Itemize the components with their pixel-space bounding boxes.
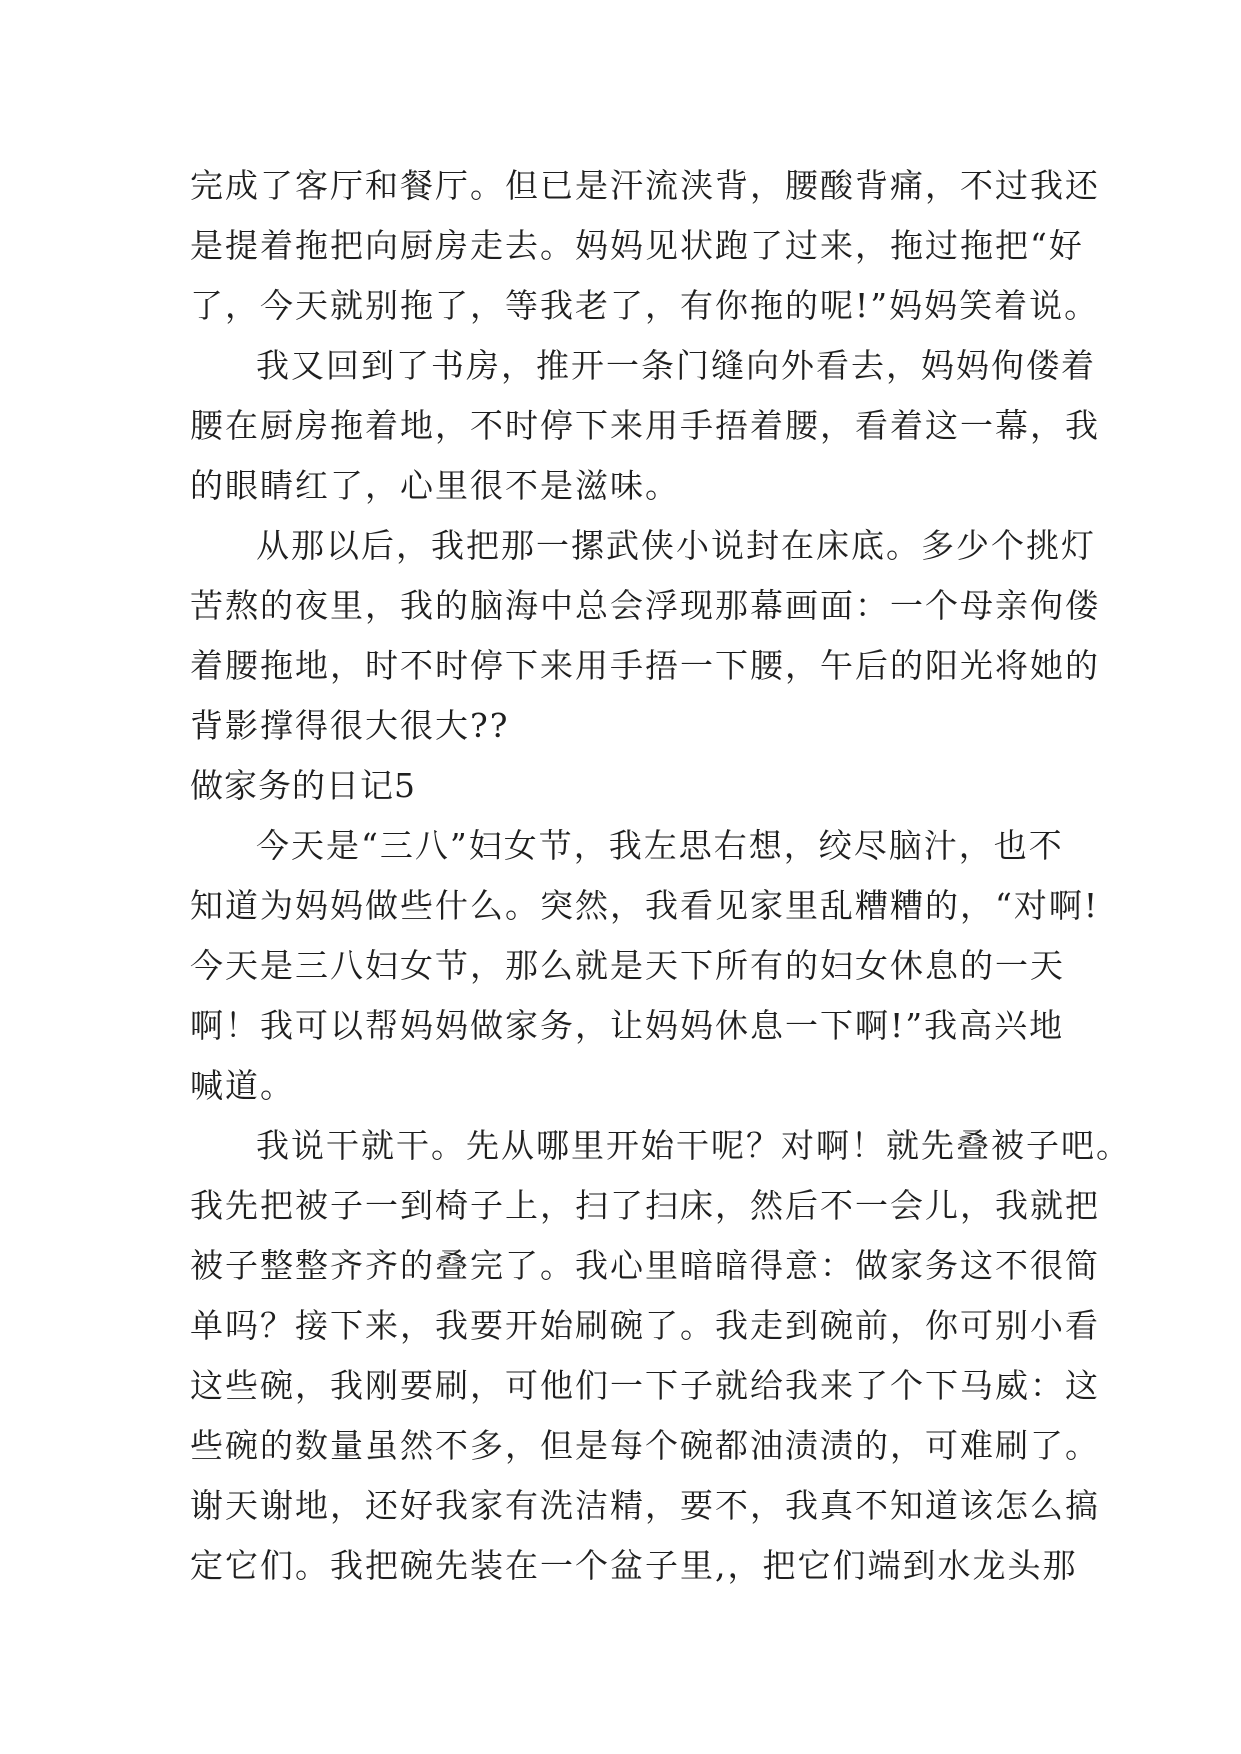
text-line: 谢天谢地，还好我家有洗洁精，要不，我真不知道该怎么搞 [190, 1486, 1100, 1525]
text-line: 着腰拖地，时不时停下来用手捂一下腰，午后的阳光将她的 [190, 646, 1100, 685]
text-line: 完成了客厅和餐厅。但已是汗流浃背，腰酸背痛，不过我还 [190, 166, 1100, 205]
text-line: 这些碗，我刚要刷，可他们一下子就给我来了个下马威：这 [190, 1366, 1100, 1405]
paragraph-start-line: 今天是“三八”妇女节，我左思右想，绞尽脑汁，也不 [256, 826, 1064, 865]
text-line: 是提着拖把向厨房走去。妈妈见状跑了过来，拖过拖把“好 [190, 226, 1084, 265]
paragraph-start-line: 从那以后，我把那一摞武侠小说封在床底。多少个挑灯 [256, 526, 1096, 565]
paragraph-start-line: 我又回到了书房，推开一条门缝向外看去，妈妈佝偻着 [256, 346, 1096, 385]
text-line: 背影撑得很大很大?? [190, 706, 510, 745]
paragraph-start-line: 我说干就干。先从哪里开始干呢？对啊！就先叠被子吧。 [256, 1126, 1131, 1165]
text-line: 些碗的数量虽然不多，但是每个碗都油渍渍的，可难刷了。 [190, 1426, 1100, 1465]
text-line: 腰在厨房拖着地，不时停下来用手捂着腰，看着这一幕，我 [190, 406, 1100, 445]
text-line: 啊！我可以帮妈妈做家务，让妈妈休息一下啊!”我高兴地 [190, 1006, 1065, 1045]
text-line: 了，今天就别拖了，等我老了，有你拖的呢!”妈妈笑着说。 [190, 286, 1100, 325]
text-line: 我先把被子一到椅子上，扫了扫床，然后不一会儿，我就把 [190, 1186, 1100, 1225]
text-line: 单吗？接下来，我要开始刷碗了。我走到碗前，你可别小看 [190, 1306, 1100, 1345]
diary-text [190, 156, 1131, 1596]
text-line: 定它们。我把碗先装在一个盆子里,，把它们端到水龙头那 [190, 1546, 1078, 1585]
text-line: 的眼睛红了，心里很不是滋味。 [190, 466, 680, 505]
text-line: 知道为妈妈做些什么。突然，我看见家里乱糟糟的，“对啊! [190, 886, 1100, 925]
text-line: 苦熬的夜里，我的脑海中总会浮现那幕画面：一个母亲佝偻 [190, 586, 1100, 625]
text-line: 被子整整齐齐的叠完了。我心里暗暗得意：做家务这不很简 [190, 1246, 1100, 1285]
text-line: 喊道。 [190, 1066, 295, 1105]
section-heading: 做家务的日记5 [190, 766, 416, 805]
text-line: 今天是三八妇女节，那么就是天下所有的妇女休息的一天 [190, 946, 1065, 985]
